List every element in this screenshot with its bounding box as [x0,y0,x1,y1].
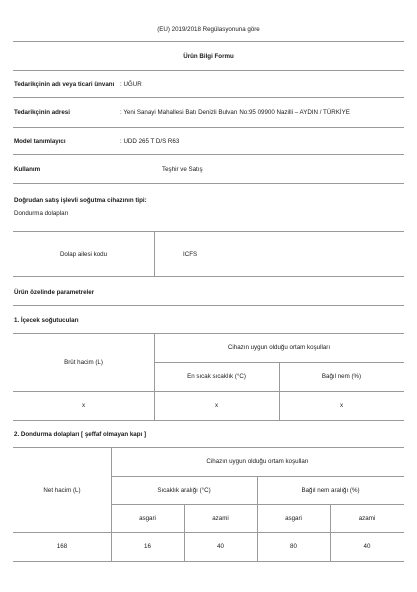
divider [13,305,404,306]
s1-temp-header: En sıcak sıcaklık (°C) [187,373,246,380]
divider [13,183,404,184]
model-label: Model tanımlayıcı [14,138,66,145]
s2-header-bottom [13,532,404,533]
usage-value: Teşhir ve Satış [162,166,203,173]
divider [13,97,404,98]
s2-volume-header: Net hacim (L) [43,487,81,494]
supplier-address-label: Tedarikçinin adresi [14,109,70,116]
family-table-top [13,231,404,232]
direct-sales-heading: Doğrudan satış işlevli soğutma cihazının tipi: [14,197,147,204]
s2-humidity-max-cell: 40 [363,543,371,550]
s2-table-top [13,447,404,448]
s2-humidity-min-header: asgari [285,515,302,522]
form-title: Ürün Bilgi Formu [183,53,234,60]
regulation-note: (EU) 2019/2018 Regülasyonuna göre [157,26,260,33]
s1-humidity-header: Bağıl nem (%) [321,373,362,380]
s2-temp-max-header: azami [212,515,229,522]
s2-temp-min-header: asgari [139,515,156,522]
section2-title: 2. Dondurma dolapları [ şeffaf olmayan kapı ] [14,431,147,438]
product-params-heading: Ürün özelinde parametreler [14,289,95,296]
family-table-divider [154,231,155,276]
family-table-bottom [13,276,404,277]
model-value: : UDD 265 T D/S R63 [120,138,180,145]
divider [13,70,404,71]
s1-humidity-cell: x [339,402,344,409]
s1-volume-cell: x [81,402,86,409]
s2-temp-max-cell: 40 [217,543,224,550]
s1-conditions-header: Cihazın uygun olduğu ortam koşulları [227,344,331,351]
divider [13,41,404,42]
supplier-name-value: : UĞUR [120,81,142,88]
divider [13,154,404,155]
s2-conditions-header: Cihazın uygun olduğu ortam koşulları [206,458,309,465]
direct-sales-type: Dondurma dolapları [14,210,69,217]
s2-table-bottom [13,561,404,562]
supplier-name-label: Tedarikçinin adı veya ticari ünvanı [14,81,115,88]
section1-title: 1. İçecek soğutucuları [14,317,79,324]
family-code-label: Dolap ailesi kodu [59,251,108,258]
s2-humidity-min-cell: 80 [290,543,297,550]
usage-label: Kullanım [14,166,41,173]
divider [13,127,404,128]
s1-table-top [13,333,404,334]
s2-humidity-max-header: azami [358,515,376,522]
s1-volume-header: Brüt hacim (L) [64,359,103,366]
s2-volume-cell: 168 [56,543,68,550]
s2-humidity-range-header: Bağıl nem aralığı (%) [301,487,360,494]
s1-table-bottom [13,420,404,421]
family-code-value: ICFS [183,251,198,258]
s1-temp-cell: x [214,402,219,409]
s2-subheader-line [111,504,404,505]
s2-temp-min-cell: 16 [144,543,151,550]
supplier-address-value: : Yeni Sanayi Mahallesi Batı Denizli Bulvarı No:95 09900 Nazilli – AYDIN / TÜRKİYE [120,109,350,116]
s1-header-bottom [13,391,404,392]
s2-temp-range-header: Sıcaklık aralığı (°C) [157,487,211,494]
